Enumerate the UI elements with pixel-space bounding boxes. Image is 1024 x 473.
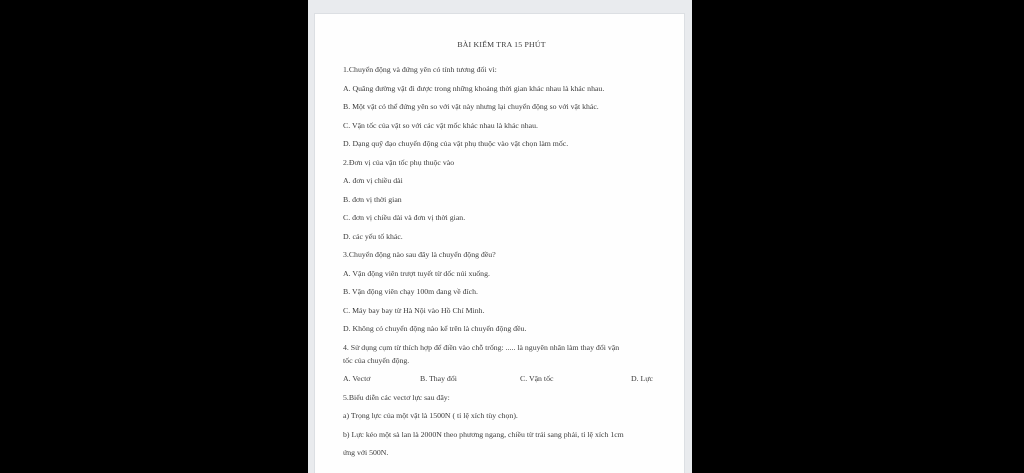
question-4-option-c: C. Vận tốc — [520, 374, 554, 383]
question-3-text: 3.Chuyển động nào sau đây là chuyển động đều? — [343, 250, 496, 259]
question-3-option-c: C. Máy bay bay từ Hà Nội vào Hồ Chí Minh. — [343, 305, 485, 315]
question-5-item-b-line1: b) Lực kéo một sà lan là 2000N theo phương ngang, chiều từ trái sang phải, tỉ lệ xích 1cm — [343, 429, 624, 439]
document-viewer — [308, 0, 692, 473]
question-3-option-a: A. Vận động viên trượt tuyết từ dốc núi xuống. — [343, 268, 490, 278]
question-4-option-a: A. Vectơ — [343, 374, 371, 383]
question-1-option-a: A. Quãng đường vật đi được trong những khoảng thời gian khác nhau là khác nhau. — [343, 83, 605, 93]
page-title: BÀI KIỂM TRA 15 PHÚT — [457, 40, 546, 49]
question-1-option-c: C. Vận tốc của vật so với các vật mốc khác nhau là khác nhau. — [343, 120, 538, 130]
question-5-text: 5.Biểu diễn các vectơ lực sau đây: — [343, 392, 450, 402]
question-4-option-d: D. Lực — [631, 374, 653, 383]
question-4-answers — [343, 373, 660, 384]
question-2-option-c: C. đơn vị chiều dài và đơn vị thời gian. — [343, 213, 466, 222]
question-2-option-a: A. đơn vị chiều dài — [343, 176, 403, 185]
question-3-option-b: B. Vận động viên chạy 100m đang về đích. — [343, 287, 478, 296]
question-5-item-b-line2: ứng với 500N. — [343, 448, 389, 457]
question-4-text-line1: 4. Sử dụng cụm từ thích hợp để điền vào chỗ trống: ..... là nguyên nhân làm thay đổi vận — [343, 342, 620, 352]
document-content — [315, 14, 684, 458]
document-page — [314, 13, 685, 473]
question-2-option-b: B. đơn vị thời gian — [343, 194, 402, 204]
question-1-option-d: D. Dạng quỹ đạo chuyển động của vật phụ thuộc vào vật chọn làm mốc. — [343, 139, 569, 148]
question-5-item-a: a) Trọng lực của một vật là 1500N ( tỉ lệ xích tùy chọn). — [343, 411, 518, 420]
question-2-option-d: D. các yếu tố khác. — [343, 231, 403, 241]
question-1-option-b: B. Một vật có thể đứng yên so với vật này nhưng lại chuyển động so với vật khác. — [343, 102, 599, 111]
question-1-text: 1.Chuyển động và đứng yên có tính tương đối vì: — [343, 65, 497, 74]
question-4-text-line2: tốc của chuyển động. — [343, 355, 410, 365]
question-3-option-d: D. Không có chuyển động nào kể trên là chuyển động đều. — [343, 324, 527, 333]
question-4-option-b: B. Thay đổi — [420, 374, 457, 383]
question-2-text: 2.Đơn vị của vận tốc phụ thuộc vào — [343, 157, 455, 167]
